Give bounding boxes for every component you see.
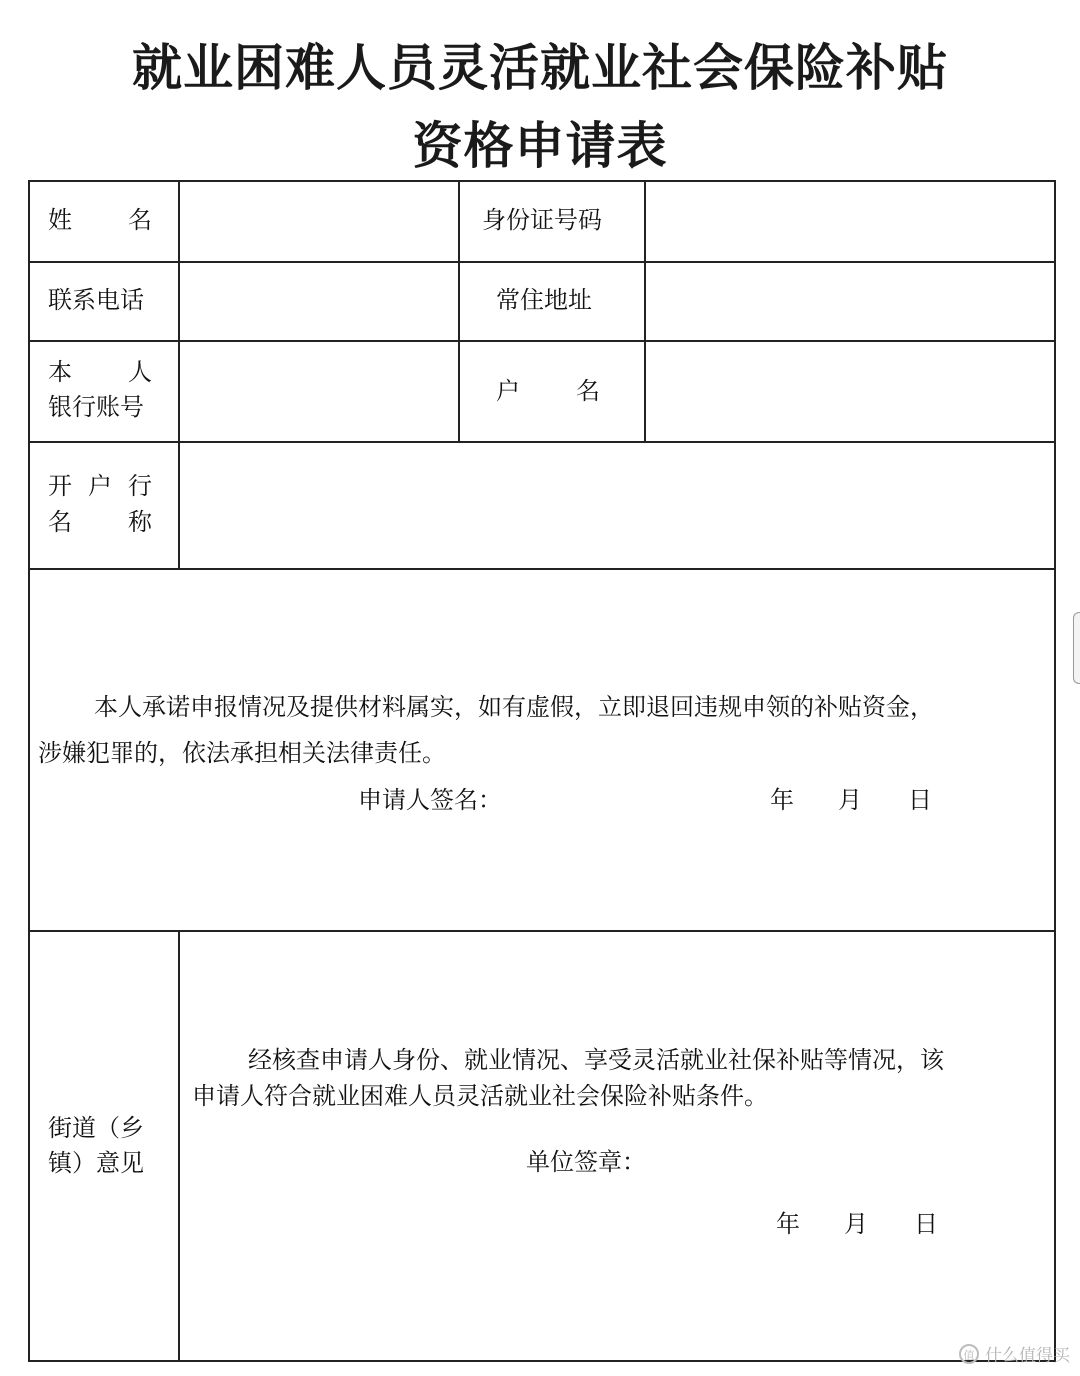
row-divider bbox=[30, 930, 1054, 932]
phone-field[interactable] bbox=[180, 263, 458, 340]
address-label: 常住地址 bbox=[496, 286, 592, 314]
review-date-year: 年 bbox=[776, 1210, 800, 1238]
col-divider bbox=[178, 932, 180, 1360]
review-date-day: 日 bbox=[914, 1210, 938, 1238]
watermark bbox=[959, 1341, 1070, 1366]
phone-label: 联系电话 bbox=[48, 286, 144, 314]
applicant-signature-field[interactable] bbox=[508, 778, 758, 818]
street-opinion-label-line1: 街道（乡 bbox=[48, 1114, 144, 1142]
name-label: 姓 名 bbox=[48, 206, 152, 234]
street-opinion-label-line2: 镇）意见 bbox=[48, 1149, 144, 1177]
id-number-field[interactable] bbox=[646, 182, 1054, 261]
name-field[interactable] bbox=[180, 182, 458, 261]
review-statement: 经核查申请人身份、就业情况、享受灵活就业社保补贴等情况，该 申请人符合就业困难人员灵活就业社会保险补贴条件。 bbox=[192, 1046, 944, 1110]
watermark-text: 什么值得买 bbox=[985, 1346, 1070, 1366]
bank-account-label-line1: 本 人 bbox=[48, 358, 152, 386]
pledge-date-year: 年 bbox=[770, 786, 794, 814]
bank-name-field[interactable] bbox=[180, 443, 1054, 568]
address-field[interactable] bbox=[646, 263, 1054, 340]
application-form-table bbox=[28, 180, 1056, 1362]
bank-account-field[interactable] bbox=[180, 342, 458, 441]
resize-handle[interactable] bbox=[1073, 612, 1080, 684]
row-divider bbox=[30, 568, 1054, 570]
unit-seal-label: 单位签章： bbox=[526, 1148, 646, 1176]
col-divider bbox=[458, 182, 460, 441]
review-date-month: 月 bbox=[844, 1210, 868, 1238]
form-title-line2: 资格申请表 bbox=[412, 117, 668, 175]
pledge-statement: 本人承诺申报情况及提供材料属实，如有虚假，立即退回违规申领的补贴资金， 涉嫌犯罪的，依法承担相关法律责任。 bbox=[38, 693, 934, 767]
id-number-label: 身份证号码 bbox=[482, 206, 602, 234]
bank-name-label-line2: 名 称 bbox=[48, 508, 152, 536]
bank-name-label-line1: 开 户 行 bbox=[48, 472, 152, 500]
zhi-logo-icon: 值 bbox=[959, 1344, 979, 1364]
applicant-signature-label: 申请人签名： bbox=[358, 786, 502, 814]
unit-seal-field[interactable] bbox=[646, 1134, 946, 1184]
pledge-date-day: 日 bbox=[908, 786, 932, 814]
pledge-date-month: 月 bbox=[838, 786, 862, 814]
account-holder-label: 户 名 bbox=[496, 377, 600, 405]
bank-account-label-line2: 银行账号 bbox=[48, 393, 144, 421]
account-holder-field[interactable] bbox=[646, 342, 1054, 441]
form-title-line1: 就业困难人员灵活就业社会保险补贴 bbox=[132, 39, 948, 97]
